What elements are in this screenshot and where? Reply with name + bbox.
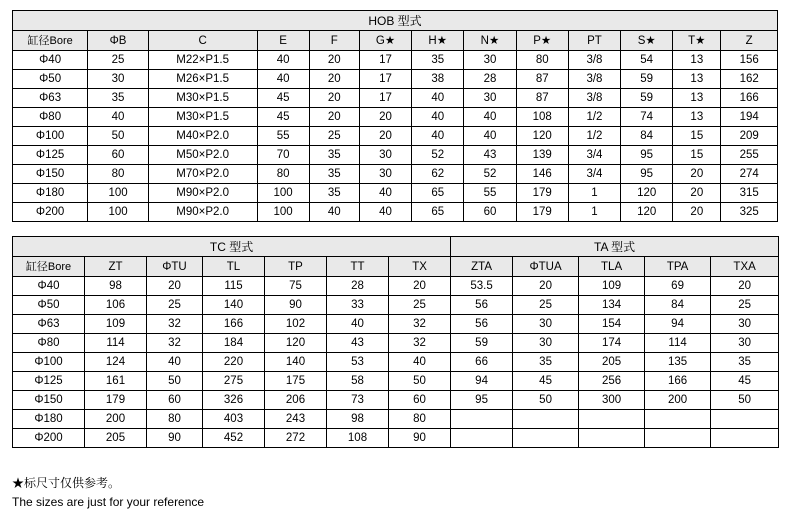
cell-tl: 115: [203, 277, 265, 296]
hob-header-g: G★: [359, 31, 411, 51]
cell-txa: 30: [711, 334, 779, 353]
cell-tt: 33: [327, 296, 389, 315]
cell-tl: 326: [203, 391, 265, 410]
cell-g: 17: [359, 70, 411, 89]
cell-n: 30: [464, 51, 516, 70]
cell-zt: 200: [85, 410, 147, 429]
cell-phib: 35: [88, 89, 149, 108]
cell-tt: 43: [327, 334, 389, 353]
table-row: [13, 203, 778, 222]
cell-phitua: 30: [513, 315, 579, 334]
cell-s: 120: [621, 184, 673, 203]
cell-pt: 3/8: [568, 70, 620, 89]
hob-header-c: C: [148, 31, 257, 51]
cell-txa: 30: [711, 315, 779, 334]
cell-txa: 20: [711, 277, 779, 296]
cell-zta: [451, 410, 513, 429]
cell-phitua: 35: [513, 353, 579, 372]
cell-zt: 161: [85, 372, 147, 391]
cell-h: 40: [412, 108, 464, 127]
cell-tla: [579, 429, 645, 448]
cell-tla: [579, 410, 645, 429]
cell-phib: 80: [88, 165, 149, 184]
ta-header-tpa: TPA: [645, 257, 711, 277]
cell-f: 20: [309, 51, 359, 70]
cell-pt: 1: [568, 203, 620, 222]
cell-c: M70×P2.0: [148, 165, 257, 184]
cell-phib: 50: [88, 127, 149, 146]
table-row: [13, 127, 778, 146]
cell-f: 35: [309, 165, 359, 184]
cell-e: 40: [257, 51, 309, 70]
cell-c: M22×P1.5: [148, 51, 257, 70]
cell-bore: Φ200: [13, 429, 85, 448]
cell-tp: 140: [265, 353, 327, 372]
cell-tp: 206: [265, 391, 327, 410]
cell-p: 80: [516, 51, 568, 70]
ta-table-title: TA 型式: [451, 237, 779, 257]
cell-s: 84: [621, 127, 673, 146]
footnote-english: The sizes are just for your reference: [12, 495, 205, 509]
cell-e: 55: [257, 127, 309, 146]
cell-zta: 66: [451, 353, 513, 372]
cell-phitu: 32: [147, 334, 203, 353]
cell-pt: 3/8: [568, 51, 620, 70]
cell-tx: 32: [389, 334, 451, 353]
table-row: [13, 146, 778, 165]
cell-tl: 184: [203, 334, 265, 353]
cell-tla: 205: [579, 353, 645, 372]
cell-n: 40: [464, 108, 516, 127]
cell-tla: 154: [579, 315, 645, 334]
cell-tla: 174: [579, 334, 645, 353]
hob-header-bore: 缸径Bore: [13, 31, 88, 51]
cell-z: 209: [721, 127, 778, 146]
cell-tp: 90: [265, 296, 327, 315]
cell-tla: 134: [579, 296, 645, 315]
cell-f: 35: [309, 184, 359, 203]
cell-f: 35: [309, 146, 359, 165]
cell-s: 74: [621, 108, 673, 127]
cell-phitu: 20: [147, 277, 203, 296]
cell-phitu: 90: [147, 429, 203, 448]
footnotes: [12, 474, 778, 512]
cell-tla: 256: [579, 372, 645, 391]
cell-bore: Φ180: [13, 410, 85, 429]
cell-tx: 60: [389, 391, 451, 410]
tc-table-title: TC 型式: [13, 237, 451, 257]
table-row: [13, 89, 778, 108]
table-row: [13, 410, 779, 429]
cell-c: M90×P2.0: [148, 184, 257, 203]
cell-t: 20: [673, 203, 721, 222]
cell-zta: 94: [451, 372, 513, 391]
cell-h: 40: [412, 127, 464, 146]
cell-phitua: 20: [513, 277, 579, 296]
cell-txa: 25: [711, 296, 779, 315]
cell-tp: 243: [265, 410, 327, 429]
ta-header-tla: TLA: [579, 257, 645, 277]
cell-p: 120: [516, 127, 568, 146]
tc-ta-spec-table: [12, 236, 779, 448]
cell-c: M40×P2.0: [148, 127, 257, 146]
cell-tx: 90: [389, 429, 451, 448]
cell-bore: Φ63: [13, 315, 85, 334]
cell-tx: 40: [389, 353, 451, 372]
cell-phitua: [513, 429, 579, 448]
cell-bore: Φ63: [13, 89, 88, 108]
ta-header-txa: TXA: [711, 257, 779, 277]
cell-tpa: [645, 410, 711, 429]
table-row: [13, 70, 778, 89]
cell-n: 30: [464, 89, 516, 108]
hob-header-z: Z: [721, 31, 778, 51]
cell-h: 38: [412, 70, 464, 89]
cell-h: 62: [412, 165, 464, 184]
cell-z: 156: [721, 51, 778, 70]
cell-e: 80: [257, 165, 309, 184]
hob-header-e: E: [257, 31, 309, 51]
cell-z: 255: [721, 146, 778, 165]
table-row: [13, 108, 778, 127]
cell-tx: 20: [389, 277, 451, 296]
cell-tl: 220: [203, 353, 265, 372]
cell-tx: 25: [389, 296, 451, 315]
cell-bore: Φ200: [13, 203, 88, 222]
cell-phitu: 80: [147, 410, 203, 429]
footnote-chinese: ★标尺寸仅供参考。: [12, 476, 121, 490]
cell-pt: 3/4: [568, 146, 620, 165]
cell-tpa: 94: [645, 315, 711, 334]
cell-p: 139: [516, 146, 568, 165]
cell-bore: Φ125: [13, 146, 88, 165]
cell-t: 13: [673, 89, 721, 108]
cell-zta: 95: [451, 391, 513, 410]
ta-header-zta: ZTA: [451, 257, 513, 277]
table-row: [13, 372, 779, 391]
cell-e: 100: [257, 184, 309, 203]
cell-phitua: 25: [513, 296, 579, 315]
cell-h: 40: [412, 89, 464, 108]
cell-bore: Φ50: [13, 70, 88, 89]
tc-header-bore: 缸径Bore: [13, 257, 85, 277]
cell-phitu: 32: [147, 315, 203, 334]
hob-spec-table: [12, 10, 778, 222]
cell-h: 65: [412, 203, 464, 222]
cell-pt: 1/2: [568, 127, 620, 146]
cell-p: 108: [516, 108, 568, 127]
cell-txa: [711, 429, 779, 448]
cell-tx: 32: [389, 315, 451, 334]
cell-bore: Φ40: [13, 51, 88, 70]
hob-table-header-row: [13, 31, 778, 51]
cell-tt: 40: [327, 315, 389, 334]
hob-header-n: N★: [464, 31, 516, 51]
cell-tp: 175: [265, 372, 327, 391]
table-row: [13, 277, 779, 296]
cell-zt: 98: [85, 277, 147, 296]
cell-t: 15: [673, 146, 721, 165]
cell-f: 20: [309, 70, 359, 89]
cell-g: 17: [359, 89, 411, 108]
cell-g: 40: [359, 184, 411, 203]
cell-bore: Φ150: [13, 165, 88, 184]
cell-phitua: 50: [513, 391, 579, 410]
cell-n: 60: [464, 203, 516, 222]
cell-g: 30: [359, 146, 411, 165]
cell-t: 20: [673, 165, 721, 184]
cell-h: 35: [412, 51, 464, 70]
tc-ta-table-header-row: [13, 257, 779, 277]
cell-phib: 100: [88, 203, 149, 222]
cell-phitua: 45: [513, 372, 579, 391]
cell-c: M30×P1.5: [148, 89, 257, 108]
cell-phitu: 50: [147, 372, 203, 391]
cell-tt: 108: [327, 429, 389, 448]
cell-phitu: 25: [147, 296, 203, 315]
cell-tt: 98: [327, 410, 389, 429]
tc-header-zt: ZT: [85, 257, 147, 277]
table-row: [13, 296, 779, 315]
cell-bore: Φ180: [13, 184, 88, 203]
cell-bore: Φ125: [13, 372, 85, 391]
cell-c: M30×P1.5: [148, 108, 257, 127]
cell-phib: 30: [88, 70, 149, 89]
table-row: [13, 334, 779, 353]
table-row: [13, 184, 778, 203]
table-row: [13, 51, 778, 70]
cell-zt: 114: [85, 334, 147, 353]
cell-tx: 80: [389, 410, 451, 429]
cell-tl: 403: [203, 410, 265, 429]
cell-tpa: 69: [645, 277, 711, 296]
cell-bore: Φ40: [13, 277, 85, 296]
tc-ta-table-title-row: [13, 237, 779, 257]
cell-zt: 109: [85, 315, 147, 334]
cell-phib: 40: [88, 108, 149, 127]
cell-z: 166: [721, 89, 778, 108]
cell-bore: Φ50: [13, 296, 85, 315]
cell-phitu: 40: [147, 353, 203, 372]
cell-pt: 1: [568, 184, 620, 203]
tc-header-tl: TL: [203, 257, 265, 277]
cell-tpa: 166: [645, 372, 711, 391]
cell-tt: 28: [327, 277, 389, 296]
cell-f: 25: [309, 127, 359, 146]
cell-t: 13: [673, 51, 721, 70]
cell-s: 54: [621, 51, 673, 70]
cell-zt: 179: [85, 391, 147, 410]
cell-phib: 100: [88, 184, 149, 203]
table-row: [13, 429, 779, 448]
cell-f: 40: [309, 203, 359, 222]
hob-table-title-row: [13, 11, 778, 31]
cell-zt: 124: [85, 353, 147, 372]
cell-tp: 75: [265, 277, 327, 296]
cell-h: 52: [412, 146, 464, 165]
cell-n: 55: [464, 184, 516, 203]
cell-tla: 300: [579, 391, 645, 410]
cell-p: 146: [516, 165, 568, 184]
cell-zta: 53.5: [451, 277, 513, 296]
hob-header-t: T★: [673, 31, 721, 51]
cell-z: 274: [721, 165, 778, 184]
hob-header-pt: PT: [568, 31, 620, 51]
cell-zta: 59: [451, 334, 513, 353]
cell-zt: 106: [85, 296, 147, 315]
cell-f: 20: [309, 108, 359, 127]
table-row: [13, 353, 779, 372]
cell-s: 59: [621, 89, 673, 108]
cell-p: 87: [516, 70, 568, 89]
cell-tpa: [645, 429, 711, 448]
cell-phitua: 30: [513, 334, 579, 353]
hob-header-p: P★: [516, 31, 568, 51]
table-row: [13, 315, 779, 334]
cell-txa: [711, 410, 779, 429]
cell-n: 43: [464, 146, 516, 165]
cell-p: 179: [516, 184, 568, 203]
hob-header-s: S★: [621, 31, 673, 51]
cell-c: M50×P2.0: [148, 146, 257, 165]
cell-tp: 120: [265, 334, 327, 353]
cell-tpa: 135: [645, 353, 711, 372]
cell-tpa: 114: [645, 334, 711, 353]
cell-zta: [451, 429, 513, 448]
cell-t: 13: [673, 108, 721, 127]
cell-p: 87: [516, 89, 568, 108]
cell-z: 315: [721, 184, 778, 203]
tc-header-tx: TX: [389, 257, 451, 277]
cell-tpa: 84: [645, 296, 711, 315]
cell-tl: 275: [203, 372, 265, 391]
cell-t: 15: [673, 127, 721, 146]
cell-g: 40: [359, 203, 411, 222]
cell-z: 194: [721, 108, 778, 127]
cell-phib: 60: [88, 146, 149, 165]
cell-c: M26×P1.5: [148, 70, 257, 89]
hob-header-h: H★: [412, 31, 464, 51]
cell-c: M90×P2.0: [148, 203, 257, 222]
cell-tp: 272: [265, 429, 327, 448]
cell-h: 65: [412, 184, 464, 203]
cell-pt: 3/4: [568, 165, 620, 184]
cell-n: 52: [464, 165, 516, 184]
cell-g: 17: [359, 51, 411, 70]
cell-txa: 50: [711, 391, 779, 410]
tc-header-tp: TP: [265, 257, 327, 277]
cell-p: 179: [516, 203, 568, 222]
cell-n: 28: [464, 70, 516, 89]
cell-txa: 35: [711, 353, 779, 372]
cell-zta: 56: [451, 296, 513, 315]
cell-t: 13: [673, 70, 721, 89]
cell-g: 20: [359, 108, 411, 127]
cell-e: 40: [257, 70, 309, 89]
cell-s: 59: [621, 70, 673, 89]
table-spacer: [12, 222, 778, 236]
cell-tt: 58: [327, 372, 389, 391]
cell-t: 20: [673, 184, 721, 203]
table-row: [13, 391, 779, 410]
tc-header-phitu: ΦTU: [147, 257, 203, 277]
hob-header-f: F: [309, 31, 359, 51]
table-row: [13, 165, 778, 184]
cell-tp: 102: [265, 315, 327, 334]
hob-table-title: HOB 型式: [13, 11, 778, 31]
cell-tl: 166: [203, 315, 265, 334]
cell-tt: 53: [327, 353, 389, 372]
cell-e: 70: [257, 146, 309, 165]
cell-phitua: [513, 410, 579, 429]
cell-e: 45: [257, 89, 309, 108]
cell-zt: 205: [85, 429, 147, 448]
cell-bore: Φ100: [13, 353, 85, 372]
cell-g: 30: [359, 165, 411, 184]
cell-txa: 45: [711, 372, 779, 391]
cell-g: 20: [359, 127, 411, 146]
tc-header-tt: TT: [327, 257, 389, 277]
cell-tl: 452: [203, 429, 265, 448]
cell-s: 120: [621, 203, 673, 222]
cell-pt: 3/8: [568, 89, 620, 108]
cell-s: 95: [621, 165, 673, 184]
cell-e: 100: [257, 203, 309, 222]
cell-n: 40: [464, 127, 516, 146]
cell-z: 162: [721, 70, 778, 89]
cell-phib: 25: [88, 51, 149, 70]
cell-s: 95: [621, 146, 673, 165]
cell-tla: 109: [579, 277, 645, 296]
cell-bore: Φ150: [13, 391, 85, 410]
cell-bore: Φ80: [13, 334, 85, 353]
cell-tx: 50: [389, 372, 451, 391]
cell-phitu: 60: [147, 391, 203, 410]
cell-tl: 140: [203, 296, 265, 315]
cell-tpa: 200: [645, 391, 711, 410]
cell-z: 325: [721, 203, 778, 222]
cell-tt: 73: [327, 391, 389, 410]
cell-f: 20: [309, 89, 359, 108]
hob-header-phib: ΦB: [88, 31, 149, 51]
cell-pt: 1/2: [568, 108, 620, 127]
cell-bore: Φ80: [13, 108, 88, 127]
cell-e: 45: [257, 108, 309, 127]
cell-zta: 56: [451, 315, 513, 334]
ta-header-phitua: ΦTUA: [513, 257, 579, 277]
cell-bore: Φ100: [13, 127, 88, 146]
